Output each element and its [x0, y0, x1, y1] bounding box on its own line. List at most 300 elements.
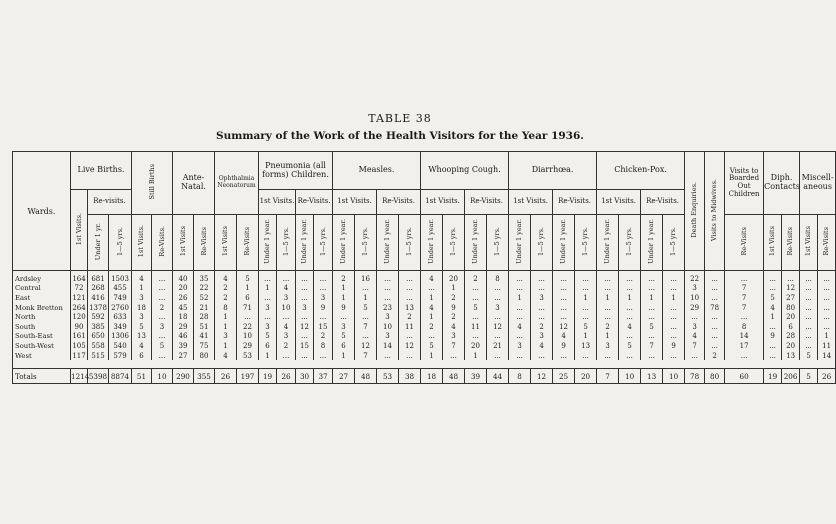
- table-cell: ...: [509, 332, 531, 342]
- table-cell: ...: [663, 351, 685, 361]
- table-cell: 5: [152, 341, 173, 351]
- table-cell: 10: [152, 369, 173, 384]
- col-sb-re: Re-Visits.: [152, 215, 173, 271]
- whoop-re-visits: Re-Visits.: [465, 190, 509, 215]
- table-cell: 13: [782, 351, 800, 361]
- table-cell: ...: [259, 293, 277, 303]
- table-cell: ...: [663, 312, 685, 322]
- table-cell: ...: [619, 351, 641, 361]
- table-cell: 416: [88, 293, 109, 303]
- table-cell: ...: [575, 303, 597, 313]
- table-cell: ...: [399, 271, 421, 284]
- table-cell: 17: [725, 341, 764, 351]
- table-cell: 1: [641, 293, 663, 303]
- table-cell: 20: [782, 341, 800, 351]
- whooping-cough-header: Whooping Cough.: [421, 152, 509, 190]
- table-cell: 1: [215, 312, 237, 322]
- table-cell: 1: [421, 312, 443, 322]
- table-cell: 9: [333, 303, 355, 313]
- table-cell: 5: [355, 303, 377, 313]
- table-cell: ...: [553, 303, 575, 313]
- table-cell: ...: [800, 341, 818, 351]
- table-cell: 9: [553, 341, 575, 351]
- table-cell: 15: [296, 341, 314, 351]
- table-cell: ...: [277, 271, 296, 284]
- table-cell: ...: [619, 312, 641, 322]
- table-cell: 2: [421, 322, 443, 332]
- table-cell: ...: [277, 312, 296, 322]
- ward-name: Monk Bretton: [13, 303, 71, 313]
- table-cell: 3: [152, 322, 173, 332]
- table-cell: ...: [619, 303, 641, 313]
- table-cell: 5: [259, 332, 277, 342]
- re-visits-header: Re-visits.: [88, 190, 132, 215]
- table-cell: ...: [152, 312, 173, 322]
- table-cell: 3: [132, 312, 152, 322]
- table-row: [13, 332, 836, 342]
- table-cell: ...: [800, 293, 818, 303]
- table-cell: ...: [619, 284, 641, 294]
- table-cell: 15: [314, 322, 333, 332]
- table-cell: ...: [705, 284, 725, 294]
- table-cell: ...: [487, 351, 509, 361]
- table-cell: 3: [597, 341, 619, 351]
- table-cell: ...: [575, 312, 597, 322]
- table-cell: 3: [685, 284, 705, 294]
- table-cell: 206: [782, 369, 800, 384]
- table-cell: ...: [296, 284, 314, 294]
- table-cell: ...: [663, 271, 685, 284]
- table-cell: ...: [597, 271, 619, 284]
- table-cell: ...: [333, 312, 355, 322]
- table-row: [13, 322, 836, 332]
- table-cell: 30: [296, 369, 314, 384]
- table-cell: ...: [399, 284, 421, 294]
- table-cell: 2: [215, 284, 237, 294]
- table-cell: 1: [509, 293, 531, 303]
- still-births-header: Still Births: [132, 152, 173, 215]
- table-cell: ...: [575, 351, 597, 361]
- table-cell: 5: [465, 303, 487, 313]
- table-cell: 14: [725, 332, 764, 342]
- table-cell: ...: [641, 332, 663, 342]
- table-cell: 20: [173, 284, 194, 294]
- ward-name: North: [13, 312, 71, 322]
- table-cell: 12: [355, 341, 377, 351]
- col-an-re: Re-Visits: [194, 215, 215, 271]
- table-cell: 26: [818, 369, 836, 384]
- table-cell: ...: [152, 332, 173, 342]
- table-cell: 3: [487, 303, 509, 313]
- col-me-15: 1—5 yrs.: [355, 215, 377, 271]
- table-cell: 8: [725, 322, 764, 332]
- table-cell: 4: [215, 351, 237, 361]
- table-cell: 349: [109, 322, 132, 332]
- col-under-1: Under 1 yr.: [88, 215, 109, 271]
- col-me-u1: Under 1 year.: [333, 215, 355, 271]
- table-cell: 9: [663, 341, 685, 351]
- table-cell: 579: [109, 351, 132, 361]
- table-cell: 8: [487, 271, 509, 284]
- table-cell: 4: [509, 322, 531, 332]
- table-cell: 4: [619, 322, 641, 332]
- table-cell: ...: [531, 271, 553, 284]
- table-cell: 121: [72, 293, 86, 302]
- table-cell: 355: [194, 369, 215, 384]
- miscellaneous-header: Miscell-aneous: [800, 152, 836, 215]
- table-cell: 10: [377, 322, 399, 332]
- table-cell: 22: [237, 322, 259, 332]
- table-cell: 117: [72, 351, 86, 360]
- table-cell: ...: [800, 332, 818, 342]
- col-sb-first: 1st Visits.: [132, 215, 152, 271]
- table-cell: 12: [531, 369, 553, 384]
- table-row: [13, 284, 836, 294]
- table-row: [13, 312, 836, 322]
- table-cell: 20: [443, 271, 465, 284]
- table-row: [13, 351, 836, 361]
- table-cell: ...: [818, 284, 836, 294]
- table-cell: 10: [619, 369, 641, 384]
- table-cell: 10: [237, 332, 259, 342]
- table-cell: 46: [173, 332, 194, 342]
- table-cell: 41: [194, 332, 215, 342]
- table-cell: 4: [277, 322, 296, 332]
- table-cell: 48: [355, 369, 377, 384]
- table-cell: 11: [399, 322, 421, 332]
- table-cell: 3: [685, 322, 705, 332]
- table-cell: 4: [132, 271, 152, 284]
- ward-name: South: [13, 322, 71, 332]
- spacer-cell: [13, 360, 836, 369]
- table-cell: ...: [509, 271, 531, 284]
- table-cell: 20: [575, 369, 597, 384]
- table-cell: 120: [72, 313, 86, 322]
- col-mi-first: 1st Visits: [800, 215, 818, 271]
- table-cell: ...: [296, 271, 314, 284]
- col-wc-re-u1: Under 1 year.: [465, 215, 487, 271]
- table-cell: ...: [465, 284, 487, 294]
- table-cell: ...: [663, 322, 685, 332]
- table-cell: 2: [215, 293, 237, 303]
- table-cell: 1: [443, 284, 465, 294]
- table-cell: 161: [72, 332, 86, 341]
- table-cell: ...: [259, 312, 277, 322]
- table-cell: ...: [277, 351, 296, 361]
- col-wc-re-15: 1—5 yrs.: [487, 215, 509, 271]
- table-cell: 26: [215, 369, 237, 384]
- table-cell: ...: [531, 303, 553, 313]
- table-cell: 1: [333, 284, 355, 294]
- table-cell: 268: [88, 284, 109, 294]
- table-body: [13, 271, 836, 384]
- table-cell: 1: [764, 312, 782, 322]
- col-on-first: 1st Visits: [215, 215, 237, 271]
- table-cell: 10: [277, 303, 296, 313]
- table-cell: 1: [575, 332, 597, 342]
- table-cell: 19: [259, 369, 277, 384]
- ward-name: Totals: [13, 369, 71, 384]
- visits-to-midwives-header: Visits to Midwives.: [705, 152, 725, 271]
- table-cell: 1: [465, 351, 487, 361]
- table-cell: 1: [259, 284, 277, 294]
- table-cell: 1: [619, 293, 641, 303]
- table-cell: ...: [296, 312, 314, 322]
- table-cell: ...: [314, 284, 333, 294]
- col-wc-15: 1—5 yrs.: [443, 215, 465, 271]
- table-cell: 5: [641, 322, 663, 332]
- wards-header: Wards.: [13, 152, 71, 271]
- table-cell: 16: [355, 271, 377, 284]
- table-cell: 80: [194, 351, 215, 361]
- table-cell: 25: [553, 369, 575, 384]
- table-cell: ...: [509, 303, 531, 313]
- table-cell: 40: [173, 271, 194, 284]
- table-cell: 38: [399, 369, 421, 384]
- table-row: [13, 293, 836, 303]
- table-cell: 1: [575, 293, 597, 303]
- table-cell: 592: [88, 312, 109, 322]
- table-cell: ...: [509, 351, 531, 361]
- table-cell: 4: [421, 303, 443, 313]
- table-cell: 21: [487, 341, 509, 351]
- table-cell: ...: [509, 284, 531, 294]
- table-cell: 1: [355, 293, 377, 303]
- table-cell: 12: [487, 322, 509, 332]
- table-cell: 7: [641, 341, 663, 351]
- table-cell: 2: [314, 332, 333, 342]
- table-cell: 4: [215, 271, 237, 284]
- totals-row: [13, 369, 836, 384]
- whoop-first-visits: 1st Visits.: [421, 190, 465, 215]
- col-cp-u1: Under 1 year.: [597, 215, 619, 271]
- table-cell: 18: [132, 303, 152, 313]
- table-cell: 3: [377, 312, 399, 322]
- meas-first-visits: 1st Visits.: [333, 190, 377, 215]
- table-cell: ...: [443, 351, 465, 361]
- table-cell: 35: [194, 271, 215, 284]
- table-cell: ...: [553, 284, 575, 294]
- table-cell: 90: [71, 322, 88, 332]
- table-cell: 4: [531, 341, 553, 351]
- col-1-5: 1—5 yrs.: [109, 215, 132, 271]
- table-cell: 2: [152, 303, 173, 313]
- table-cell: ...: [553, 312, 575, 322]
- col-an-first: 1st Visits: [173, 215, 194, 271]
- table-cell: ...: [296, 332, 314, 342]
- table-cell: 39: [173, 341, 194, 351]
- col-first-visits: 1st Visits.: [71, 190, 88, 271]
- table-cell: 2: [443, 293, 465, 303]
- table-cell: 26: [173, 293, 194, 303]
- table-cell: 27: [782, 293, 800, 303]
- table-cell: 633: [109, 312, 132, 322]
- pneu-re-visits: Re-Visits.: [296, 190, 333, 215]
- table-cell: ...: [296, 293, 314, 303]
- table-cell: 3: [377, 332, 399, 342]
- table-cell: 5: [237, 271, 259, 284]
- ante-natal-header: Ante-Natal.: [173, 152, 215, 215]
- table-cell: 5398: [88, 369, 109, 384]
- table-cell: 3: [531, 293, 553, 303]
- table-row: [13, 303, 836, 313]
- table-cell: 2: [705, 351, 725, 361]
- col-pn-re-15: 1—5 yrs.: [314, 215, 333, 271]
- ward-name: South-East: [13, 332, 71, 342]
- table-cell: 650: [88, 332, 109, 342]
- table-cell: ...: [725, 351, 764, 361]
- table-cell: ...: [377, 271, 399, 284]
- table-cell: 27: [333, 369, 355, 384]
- table-cell: ...: [487, 332, 509, 342]
- table-cell: ...: [663, 284, 685, 294]
- table-cell: 28: [782, 332, 800, 342]
- table-cell: ...: [296, 351, 314, 361]
- table-cell: ...: [399, 332, 421, 342]
- table-cell: ...: [152, 271, 173, 284]
- table-cell: ...: [800, 312, 818, 322]
- table-cell: ...: [531, 351, 553, 361]
- table-cell: ...: [531, 312, 553, 322]
- table-cell: 5: [132, 322, 152, 332]
- table-cell: 44: [487, 369, 509, 384]
- table-cell: ...: [800, 284, 818, 294]
- table-cell: 28: [194, 312, 215, 322]
- table-cell: ...: [509, 312, 531, 322]
- table-cell: 72: [71, 284, 88, 294]
- table-cell: 20: [465, 341, 487, 351]
- table-cell: 515: [88, 351, 109, 361]
- table-cell: ...: [575, 284, 597, 294]
- table-cell: 4: [132, 341, 152, 351]
- table-cell: ...: [237, 312, 259, 322]
- ward-name: South-West: [13, 341, 71, 351]
- table-cell: ...: [597, 303, 619, 313]
- table-cell: ...: [487, 284, 509, 294]
- table-cell: ...: [421, 284, 443, 294]
- table-cell: 1: [663, 293, 685, 303]
- table-cell: ...: [663, 303, 685, 313]
- table-cell: ...: [800, 271, 818, 284]
- table-cell: 21: [194, 303, 215, 313]
- table-subtitle: Summary of the Work of the Health Visitors for the Year 1936.: [216, 130, 584, 142]
- table-cell: 3: [314, 293, 333, 303]
- table-cell: ...: [705, 322, 725, 332]
- table-row: [13, 271, 836, 284]
- col-me-re-u1: Under 1 year.: [377, 215, 399, 271]
- col-wc-u1: Under 1 year.: [421, 215, 443, 271]
- table-cell: 4: [685, 332, 705, 342]
- table-cell: 13: [399, 303, 421, 313]
- col-dc-first: 1st Visits: [764, 215, 782, 271]
- table-cell: 7: [725, 293, 764, 303]
- live-births-header: Live Births.: [71, 152, 132, 190]
- table-cell: 1: [333, 293, 355, 303]
- table-cell: ...: [685, 312, 705, 322]
- table-cell: 22: [194, 284, 215, 294]
- table-cell: ...: [531, 284, 553, 294]
- table-cell: ...: [152, 284, 173, 294]
- table-cell: 4: [553, 332, 575, 342]
- table-cell: 4: [277, 284, 296, 294]
- table-cell: 45: [173, 303, 194, 313]
- col-cp-re-u1: Under 1 year.: [641, 215, 663, 271]
- table-row: [13, 341, 836, 351]
- col-pn-re-u1: Under 1 year.: [296, 215, 314, 271]
- table-cell: 51: [132, 369, 152, 384]
- table-cell: 1: [237, 284, 259, 294]
- table-cell: 290: [173, 369, 194, 384]
- table-cell: 8: [314, 341, 333, 351]
- table-cell: ...: [597, 284, 619, 294]
- table-cell: 7: [597, 369, 619, 384]
- table-cell: 1: [421, 351, 443, 361]
- table-cell: 6: [782, 322, 800, 332]
- table-cell: 164: [71, 271, 88, 284]
- col-dc-re: Re-Visits: [782, 215, 800, 271]
- table-cell: 75: [194, 341, 215, 351]
- table-cell: ...: [553, 351, 575, 361]
- table-cell: 8874: [109, 369, 132, 384]
- table-cell: 3: [277, 293, 296, 303]
- table-cell: 4: [764, 303, 782, 313]
- table-cell: ...: [355, 284, 377, 294]
- table-cell: 540: [109, 341, 132, 351]
- table-cell: 1: [215, 322, 237, 332]
- table-cell: ...: [421, 332, 443, 342]
- table-cell: ...: [399, 293, 421, 303]
- table-cell: 3: [531, 332, 553, 342]
- table-cell: 8: [215, 303, 237, 313]
- col-me-re-15: 1—5 yrs.: [399, 215, 421, 271]
- table-cell: 29: [173, 322, 194, 332]
- table-cell: ...: [764, 284, 782, 294]
- diarrhoea-header: Diarrhœa.: [509, 152, 597, 190]
- table-cell: 53: [377, 369, 399, 384]
- table-cell: 105: [72, 341, 86, 350]
- table-cell: 12: [399, 341, 421, 351]
- table-cell: ...: [619, 332, 641, 342]
- table-cell: 1214: [71, 369, 88, 384]
- table-cell: 7: [443, 341, 465, 351]
- table-cell: ...: [818, 322, 836, 332]
- table-cell: ...: [800, 322, 818, 332]
- col-pn-15: 1—5 yrs.: [277, 215, 296, 271]
- table-cell: 3: [509, 341, 531, 351]
- table-cell: 3: [443, 332, 465, 342]
- table-cell: 78: [705, 303, 725, 313]
- table-cell: 1: [597, 293, 619, 303]
- table-cell: 2: [465, 271, 487, 284]
- table-cell: ...: [764, 341, 782, 351]
- table-cell: 4: [443, 322, 465, 332]
- table-cell: 1: [818, 332, 836, 342]
- diph-contacts-header: Diph. Contacts: [764, 152, 800, 215]
- table-cell: ...: [465, 293, 487, 303]
- table-cell: 60: [725, 369, 764, 384]
- table-cell: ...: [377, 284, 399, 294]
- table-cell: 6: [333, 341, 355, 351]
- table-cell: ...: [465, 312, 487, 322]
- table-cell: 2: [399, 312, 421, 322]
- table-cell: ...: [818, 312, 836, 322]
- table-cell: 6: [132, 351, 152, 361]
- table-cell: 7: [725, 284, 764, 294]
- table-cell: 8: [509, 369, 531, 384]
- table-cell: ...: [314, 351, 333, 361]
- table-cell: 14: [377, 341, 399, 351]
- table-cell: 1306: [109, 332, 132, 342]
